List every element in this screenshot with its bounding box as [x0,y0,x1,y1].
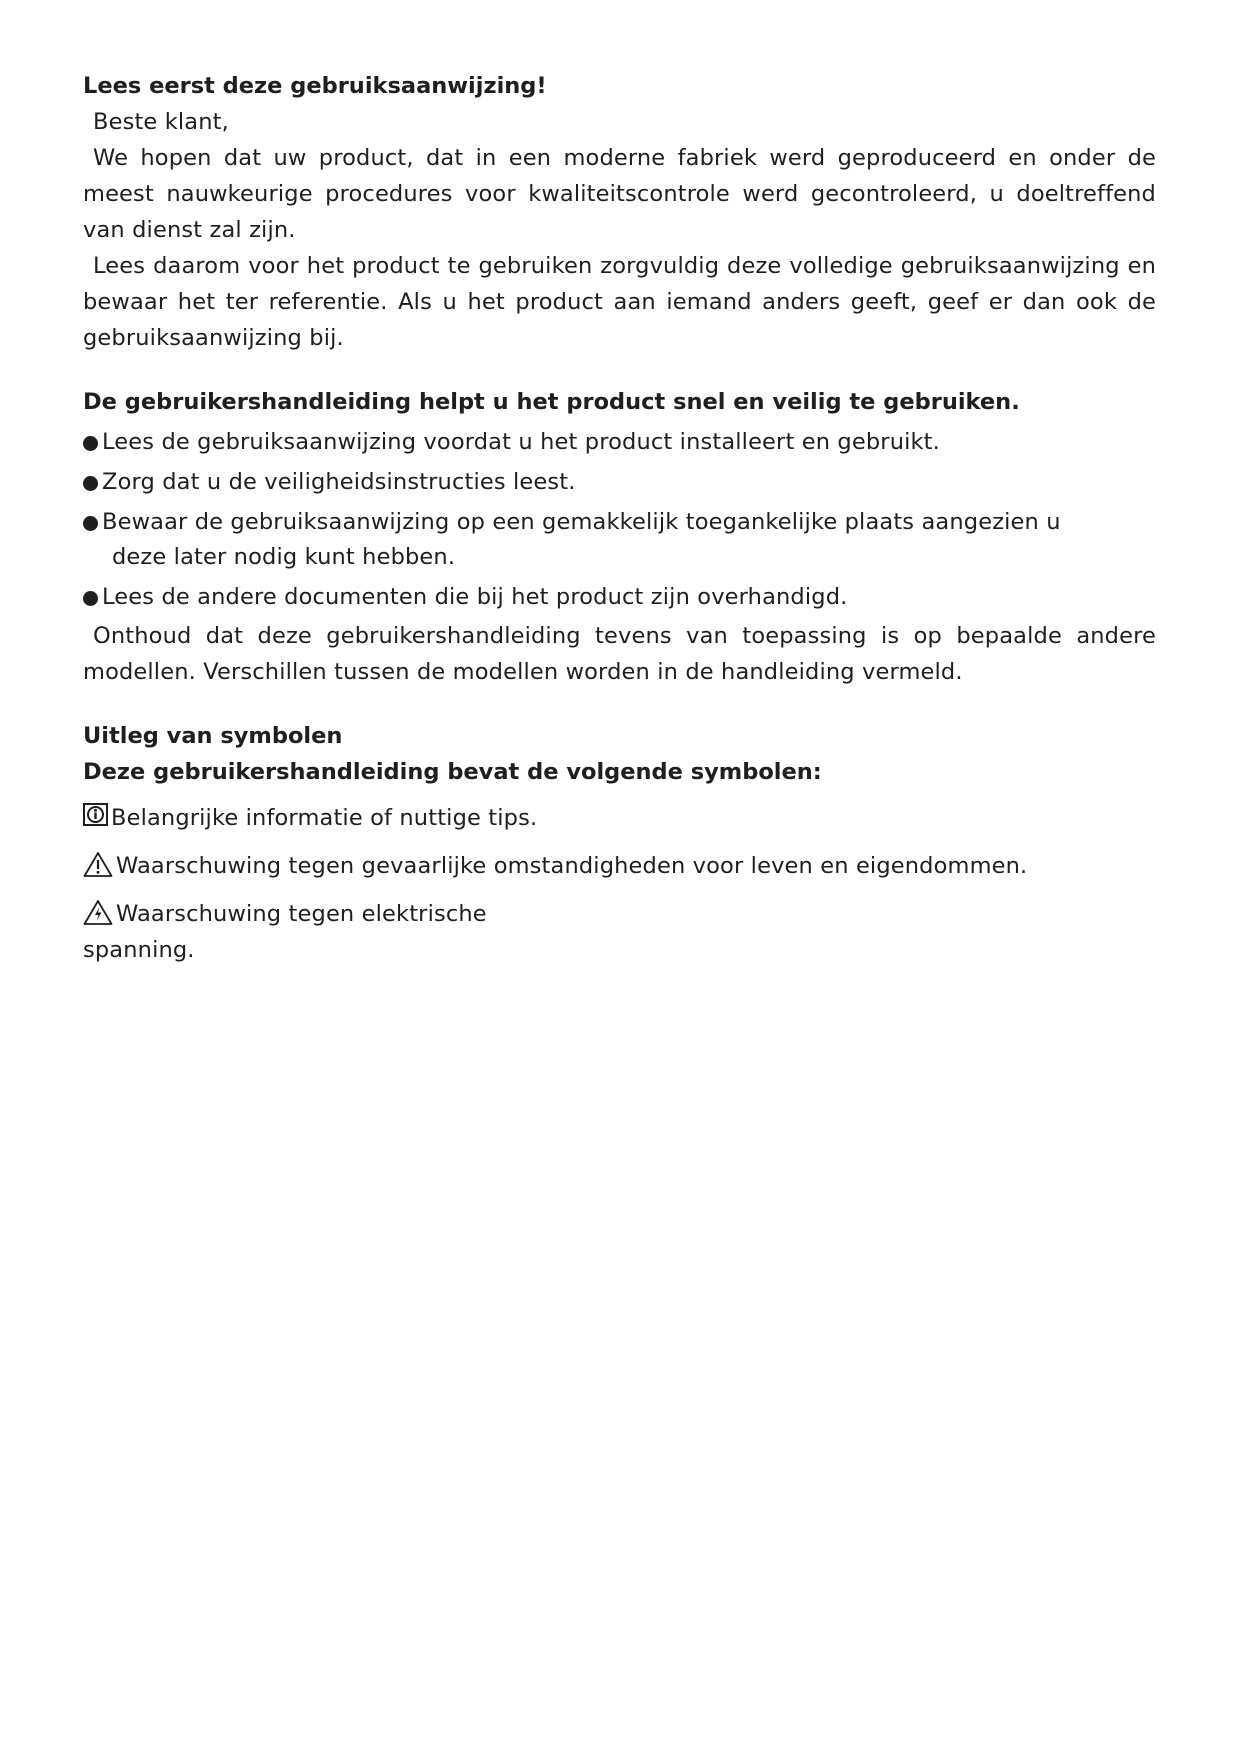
symbol-row-info [83,800,1156,836]
intro-paragraph-1: We hopen dat uw product, dat in een moderne fabriek werd geproduceerd en onder de meest nauwkeurige procedures voor kwaliteitscontrole werd gecontroleerd, u doeltreffend van dienst zal zijn. [83,145,1156,243]
intro-paragraph-2: Lees daarom voor het product te gebruiken zorgvuldig deze volledige gebruiksaanwijzing en bewaar het ter referentie. Als u het product aan iemand anders geeft, geef er dan ook de gebruiksaanwijzing bij. [83,253,1156,351]
symbols-subheading: Deze gebruikershandleiding bevat de volgende symbolen: [83,759,822,785]
list-item [83,505,1156,575]
symbol-row-electric [83,896,1156,968]
salutation: Beste klant, [93,109,229,135]
manual-bullet-list [83,425,1156,615]
info-icon [83,803,108,839]
bullet-icon [83,476,98,491]
bullet-icon [83,591,98,606]
list-item [83,465,1156,500]
manual-heading: De gebruikershandleiding helpt u het product snel en veilig te gebruiken. [83,389,1020,415]
symbol-description: Waarschuwing tegen gevaarlijke omstandigheden voor leven en eigendommen. [116,853,1028,879]
symbol-description: Belangrijke informatie of nuttige tips. [111,805,538,831]
page-content [83,68,1156,968]
electric-warning-icon [83,899,113,937]
warning-triangle-icon [83,851,113,889]
list-item-text: Lees de gebruiksaanwijzing voordat u het product installeert en gebruikt. [102,429,940,455]
symbol-description: Waarschuwing tegen elektrische [116,901,487,927]
models-note: Onthoud dat deze gebruikershandleiding tevens van toepassing is op bepaalde andere modellen. Verschillen tussen de modellen worden in de handleiding vermeld. [83,623,1156,685]
list-item-text: Bewaar de gebruiksaanwijzing op een gemakkelijk toegankelijke plaats aangezien u [102,509,1061,535]
list-item [83,580,1156,615]
list-item-text: Zorg dat u de veiligheidsinstructies leest. [102,469,576,495]
symbol-row-warning [83,848,1156,884]
list-item-text-continued: deze later nodig kunt hebben. [112,544,456,570]
bullet-icon [83,516,98,531]
list-item [83,425,1156,460]
symbols-heading: Uitleg van symbolen [83,723,343,749]
list-item-text: Lees de andere documenten die bij het product zijn overhandigd. [102,584,848,610]
symbol-description-continued: spanning. [83,937,195,963]
bullet-icon [83,436,98,451]
intro-heading: Lees eerst deze gebruiksaanwijzing! [83,73,547,99]
